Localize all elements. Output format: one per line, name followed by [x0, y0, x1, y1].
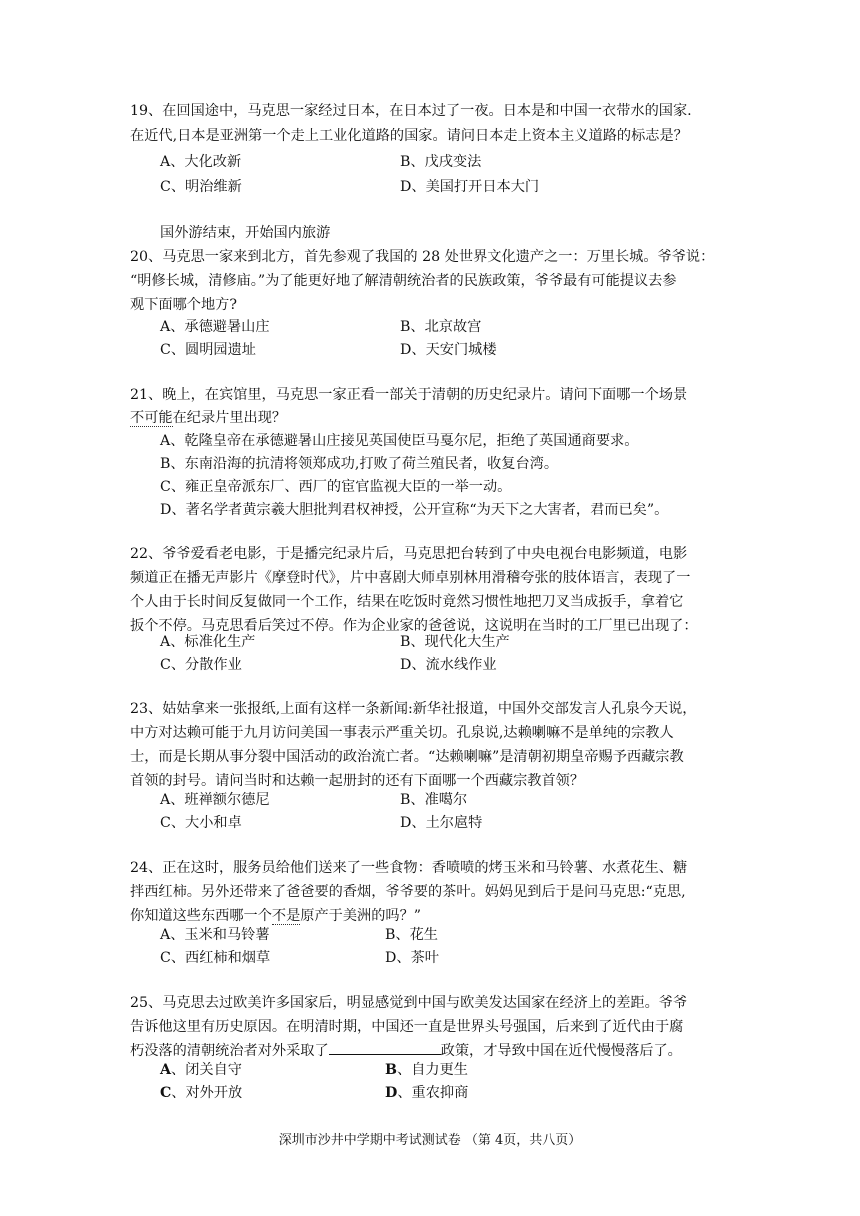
- question-22-line-3: 个人由于长时间反复做同一个工作，结果在吃饭时竟然习惯性地把刀叉当成扳手，拿着它: [130, 594, 684, 610]
- question-23-option-b: B、准噶尔: [400, 792, 468, 808]
- question-21-line-1: 21、晚上，在宾馆里，马克思一家正看一部关于清朝的历史纪录片。请问下面哪一个场景: [130, 387, 688, 403]
- question-21-line-2-rest: 在纪录片里出现？: [172, 410, 287, 426]
- question-24-line-2: 拌西红柿。另外还带来了爸爸要的香烟，爷爷要的茶叶。妈妈见到后于是问马克思:“克思,: [130, 884, 686, 900]
- question-20-option-d: D、天安门城楼: [400, 342, 497, 358]
- question-19-option-a: A、大化改新: [160, 154, 242, 170]
- option-text: 、闭关自守: [171, 1062, 242, 1078]
- question-19-line-1: 19、在回国途中，马克思一家经过日本，在日本过了一夜。日本是和中国一衣带水的国家.: [130, 103, 692, 119]
- option-letter: D: [385, 1085, 398, 1101]
- question-20-line-2: “明修长城，清修庙。”为了能更好地了解清朝统治者的民族政策，爷爷最有可能提议去参: [130, 273, 677, 289]
- question-19-option-c: C、明治维新: [160, 179, 242, 195]
- option-text: 、重农抑商: [397, 1085, 469, 1101]
- question-19-option-b: B、戊戌变法: [400, 154, 482, 170]
- option-letter: A: [160, 1062, 172, 1078]
- question-23-option-a: A、班禅额尔德尼: [160, 792, 270, 808]
- question-22-option-c: C、分散作业: [160, 657, 242, 673]
- question-22-line-4: 扳个不停。马克思看后笑过不停。作为企业家的爸爸说，这说明在当时的工厂里已出现了：: [130, 618, 698, 634]
- question-21-option-a: A、乾隆皇帝在承德避暑山庄接见英国使臣马戛尔尼，拒绝了英国通商要求。: [160, 433, 639, 449]
- option-letter: B: [385, 1062, 397, 1078]
- question-24-line-1: 24、正在这时，服务员给他们送来了一些食物：香喷喷的烤玉米和马铃薯、水煮花生、糖: [130, 860, 688, 876]
- question-22-line-1: 22、爷爷爱看老电影，于是播完纪录片后，马克思把台转到了中央电视台电影频道，电影: [130, 546, 688, 562]
- question-25-option-b: [385, 1059, 468, 1081]
- question-23-line-2: 中方对达赖可能于九月访问美国一事表示严重关切。孔泉说,达赖喇嘛不是单纯的宗教人: [130, 725, 674, 741]
- question-22-option-d: D、流水线作业: [400, 657, 497, 673]
- question-20-line-1: 20、马克思一家来到北方，首先参观了我国的 28 处世界文化遗产之一：万里长城。爷爷说：: [130, 249, 715, 265]
- question-21-option-b: B、东南沿海的抗清将领郑成功,打败了荷兰殖民者，收复台湾。: [160, 456, 559, 472]
- question-25-option-d: [385, 1082, 468, 1104]
- question-23-line-3: 士，而是长期从事分裂中国活动的政治流亡者。“达赖喇嘛”是清朝初期皇帝赐予西藏宗教: [130, 749, 684, 765]
- question-24-option-d: D、茶叶: [385, 950, 439, 966]
- question-25-line-3-b: 政策，才导致中国在近代慢慢落后了。: [440, 1043, 682, 1059]
- question-25-option-c: [160, 1082, 242, 1104]
- answer-blank: [329, 1040, 441, 1055]
- question-24-option-b: B、花生: [385, 927, 438, 943]
- question-23-line-1: 23、姑姑拿来一张报纸,上面有这样一条新闻:新华社报道，中国外交部发言人孔泉今天说，: [130, 701, 697, 717]
- question-23-option-d: D、土尔扈特: [400, 815, 483, 831]
- question-25-line-2: 告诉他这里有历史原因。在明清时期，中国还一直是世界头号强国，后来到了近代由于腐: [130, 1019, 684, 1035]
- section-note: 国外游结束，开始国内旅游: [160, 225, 331, 241]
- question-23-line-4: 首领的封号。请问当时和达赖一起册封的还有下面哪一个西藏宗教首领？: [130, 773, 585, 789]
- question-23-option-c: C、大小和卓: [160, 815, 242, 831]
- question-22-option-b: B、现代化大生产: [400, 634, 510, 650]
- question-25-option-a: [160, 1059, 242, 1081]
- option-letter: C: [160, 1085, 172, 1101]
- page-footer: 深圳市沙井中学期中考试测试卷 （第 4页，共八页）: [278, 1133, 582, 1148]
- emphasis-not-possible: 不可能: [130, 410, 173, 426]
- question-22-option-a: A、标准化生产: [160, 634, 256, 650]
- question-24-option-a: A、玉米和马铃薯: [160, 927, 270, 943]
- question-24-line-3-b: 原产于美洲的吗？”: [300, 908, 422, 924]
- question-19-line-2: 在近代,日本是亚洲第一个走上工业化道路的国家。请问日本走上资本主义道路的标志是？: [130, 128, 688, 144]
- question-20-option-c: C、圆明园遗址: [160, 342, 256, 358]
- option-text: 、对外开放: [171, 1085, 243, 1101]
- question-19-option-d: D、美国打开日本大门: [400, 179, 540, 195]
- question-21-option-d: D、著名学者黄宗羲大胆批判君权神授，公开宣称“为天下之大害者，君而已矣”。: [160, 502, 669, 518]
- question-20-line-3: 观下面哪个地方?: [130, 297, 237, 313]
- question-22-line-2: 频道正在播无声影片《摩登时代》，片中喜剧大师卓别林用滑稽夸张的肢体语言，表现了一: [130, 570, 691, 586]
- question-20-option-b: B、北京故宫: [400, 319, 482, 335]
- question-21-option-c: C、雍正皇帝派东厂、西厂的宦官监视大臣的一举一动。: [160, 479, 512, 495]
- question-24-option-c: C、西红柿和烟草: [160, 950, 271, 966]
- question-20-option-a: A、承德避暑山庄: [160, 319, 270, 335]
- emphasis-not: 不是: [271, 908, 301, 924]
- question-25-line-3-a: 朽没落的清朝统治者对外采取了: [130, 1043, 329, 1059]
- question-25-line-1: 25、马克思去过欧美许多国家后，明显感觉到中国与欧美发达国家在经济上的差距。爷爷: [130, 995, 688, 1011]
- question-24-line-3-a: 你知道这些东西哪一个: [130, 908, 272, 924]
- question-21-line-2: [130, 407, 740, 429]
- option-text: 、自力更生: [397, 1062, 468, 1078]
